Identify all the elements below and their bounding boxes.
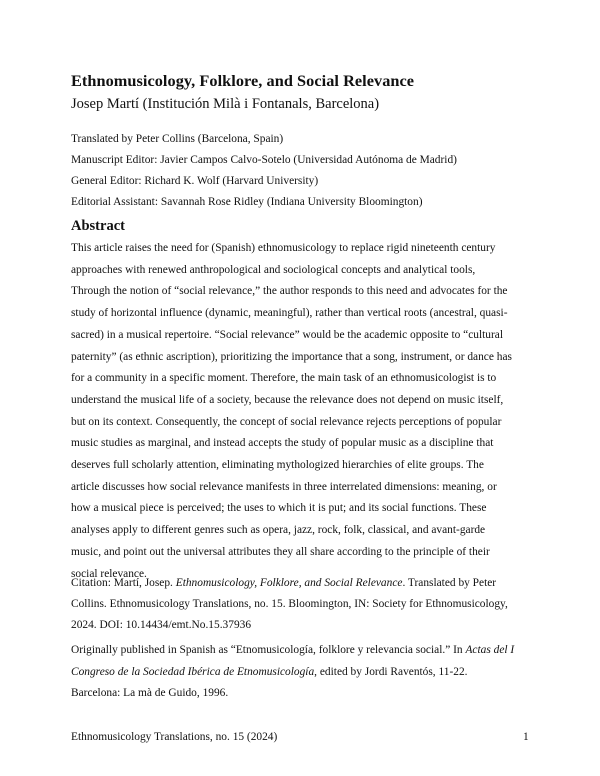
citation-doi: 2024. DOI: 10.14434/emt.No.15.37936 xyxy=(71,619,252,632)
abstract-line: analyses apply to different genres such as opera, jazz, rock, folk, classical, and avant-garde xyxy=(71,524,486,537)
original-prefix: Originally published in Spanish as “Etnomusicología, folklore y relevancia social.” In xyxy=(71,644,466,656)
citation-line xyxy=(71,573,547,594)
page-number: 1 xyxy=(523,731,529,743)
citation-block xyxy=(71,573,547,637)
abstract-line: for a community in a specific moment. Therefore, the main task of an ethnomusicologist is to xyxy=(71,372,497,385)
abstract-line: understand the musical life of a society, because the relevance does not depend on music itself, xyxy=(71,393,504,406)
original-publication-block xyxy=(71,640,547,705)
abstract-line: sacred) in a musical repertoire. “Social relevance” would be the academic opposite to “cultural xyxy=(71,328,504,341)
abstract-heading: Abstract xyxy=(71,218,125,234)
abstract-line: paternity” (as ethnic ascription), prioritizing the importance that a song, instrument, or dance has xyxy=(71,350,512,363)
abstract-line: but on its context. Consequently, the concept of social relevance rejects perceptions of popular xyxy=(71,415,502,428)
citation-prefix: Citation: Martí, Josep. xyxy=(71,577,176,589)
article-title: Ethnomusicology, Folklore, and Social Relevance xyxy=(71,71,415,90)
editorial-assistant-credit: Editorial Assistant: Savannah Rose Ridley (Indiana University Bloomington) xyxy=(71,196,423,208)
abstract-body xyxy=(71,238,547,585)
original-proceedings-title: Actas del I xyxy=(465,644,515,656)
abstract-line: social relevance. xyxy=(71,567,147,580)
abstract-line: article discusses how social relevance manifests in three interrelated dimensions: meaning, or xyxy=(71,480,497,493)
credits-block xyxy=(71,129,457,213)
abstract-line: approaches with renewed anthropological and sociological concepts and analytical tools, xyxy=(71,263,476,276)
abstract-line: study of horizontal influence (dynamic, meaningful), rather than vertical roots (ancestral, quasi- xyxy=(71,307,508,320)
abstract-line: music, and point out the universal attributes they all share according to the principle of their xyxy=(71,545,490,558)
abstract-line: deserves full scholarly attention, eliminating mythologized hierarchies of elite groups. The xyxy=(71,459,484,472)
general-editor-credit: General Editor: Richard K. Wolf (Harvard University) xyxy=(71,175,319,187)
author-affiliation: Josep Martí (Institución Milà i Fontanals, Barcelona) xyxy=(71,96,380,112)
original-editor: , edited by Jordi Raventós, 11-22. xyxy=(314,665,468,678)
citation-suffix: . Translated by Peter xyxy=(402,577,497,589)
manuscript-editor-credit: Manuscript Editor: Javier Campos Calvo-Sotelo (Universidad Autónoma de Madrid) xyxy=(71,154,457,166)
original-publisher: Barcelona: La mà de Guido, 1996. xyxy=(71,687,229,699)
abstract-line: music studies as marginal, and instead accepts the study of popular music as a discipline that xyxy=(71,437,494,450)
abstract-line: how a musical piece is perceived; the uses to which it is put; and its social functions. These xyxy=(71,502,487,515)
footer-journal: Ethnomusicology Translations, no. 15 (2024) xyxy=(71,731,278,743)
abstract-line: This article raises the need for (Spanish) ethnomusicology to replace rigid nineteenth century xyxy=(71,242,496,254)
original-proceedings-title-cont: Congreso de la Sociedad Ibérica de Etnomusicología xyxy=(71,665,315,678)
original-line xyxy=(71,640,547,662)
citation-title: Ethnomusicology, Folklore, and Social Relevance xyxy=(175,577,403,589)
translator-credit: Translated by Peter Collins (Barcelona, Spain) xyxy=(71,133,284,145)
abstract-line: Through the notion of “social relevance,” the author responds to this need and advocates for the xyxy=(71,285,508,298)
citation-line: Collins. Ethnomusicology Translations, no. 15. Bloomington, IN: Society for Ethnomusicology, xyxy=(71,598,508,611)
original-line xyxy=(71,662,547,684)
